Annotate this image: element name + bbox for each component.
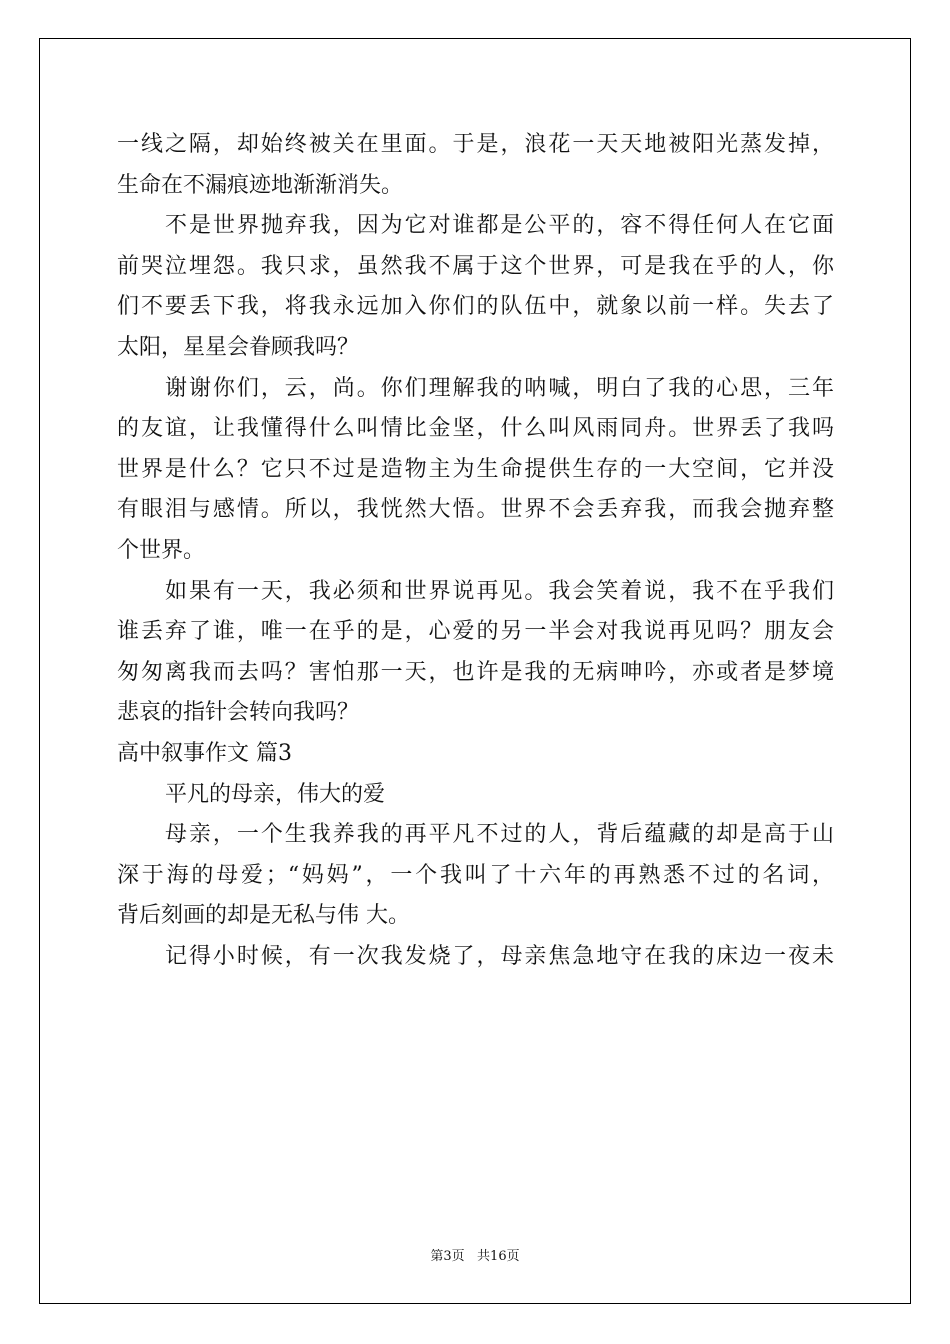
page-footer [0, 1245, 950, 1264]
text-line: 一线之隔，却始终被关在里面。于是，浪花一天天地被阳光蒸发掉， [117, 132, 834, 157]
page-number: 第3页 共16页 [430, 1249, 520, 1264]
text-line: 谢谢你们，云，尚。你们理解我的呐喊，明白了我的心思，三年 [165, 375, 834, 401]
text-line: 平凡的母亲，伟大的爱 [165, 781, 386, 807]
text-line: 如果有一天，我必须和世界说再见。我会笑着说，我不在乎我们 [165, 578, 834, 604]
text-line: 悲哀的指针会转向我吗？ [117, 700, 360, 726]
text-line: 不是世界抛弃我，因为它对谁都是公平的，容不得任何人在它面 [165, 213, 834, 239]
text-line: 个世界。 [117, 537, 206, 563]
text-line: 母亲，一个生我养我的再平凡不过的人，背后蕴藏的却是高于山 [165, 822, 834, 848]
text-line: 匆匆离我而去吗？害怕那一天，也许是我的无病呻吟，亦或者是梦境 [117, 659, 834, 685]
text-line: 前哭泣埋怨。我只求，虽然我不属于这个世界，可是我在乎的人，你 [117, 253, 834, 279]
text-line: 高中叙事作文 篇3 [117, 740, 292, 766]
text-line: 背后刻画的却是无私与伟 大。 [117, 903, 410, 929]
text-line: 生命在不漏痕迹地渐渐消失。 [117, 172, 404, 198]
text-line: 记得小时候，有一次我发烧了，母亲焦急地守在我的床边一夜未 [165, 943, 834, 969]
text-line: 世界是什么？它只不过是造物主为生命提供生存的一大空间，它并没 [117, 456, 834, 482]
document-body [117, 125, 837, 977]
text-line: 的友谊，让我懂得什么叫情比金坚，什么叫风雨同舟。世界丢了我吗 [117, 416, 834, 442]
text-line: 深于海的母爱；“妈妈”，一个我叫了十六年的再熟悉不过的名词， [117, 862, 834, 888]
text-line: 太阳，星星会眷顾我吗？ [117, 334, 360, 360]
text-line: 们不要丢下我，将我永远加入你们的队伍中，就象以前一样。失去了 [117, 294, 834, 320]
text-line: 有眼泪与感情。所以，我恍然大悟。世界不会丢弃我，而我会抛弃整 [117, 497, 834, 523]
text-line: 谁丢弃了谁，唯一在乎的是，心爱的另一半会对我说再见吗？朋友会 [117, 619, 834, 645]
